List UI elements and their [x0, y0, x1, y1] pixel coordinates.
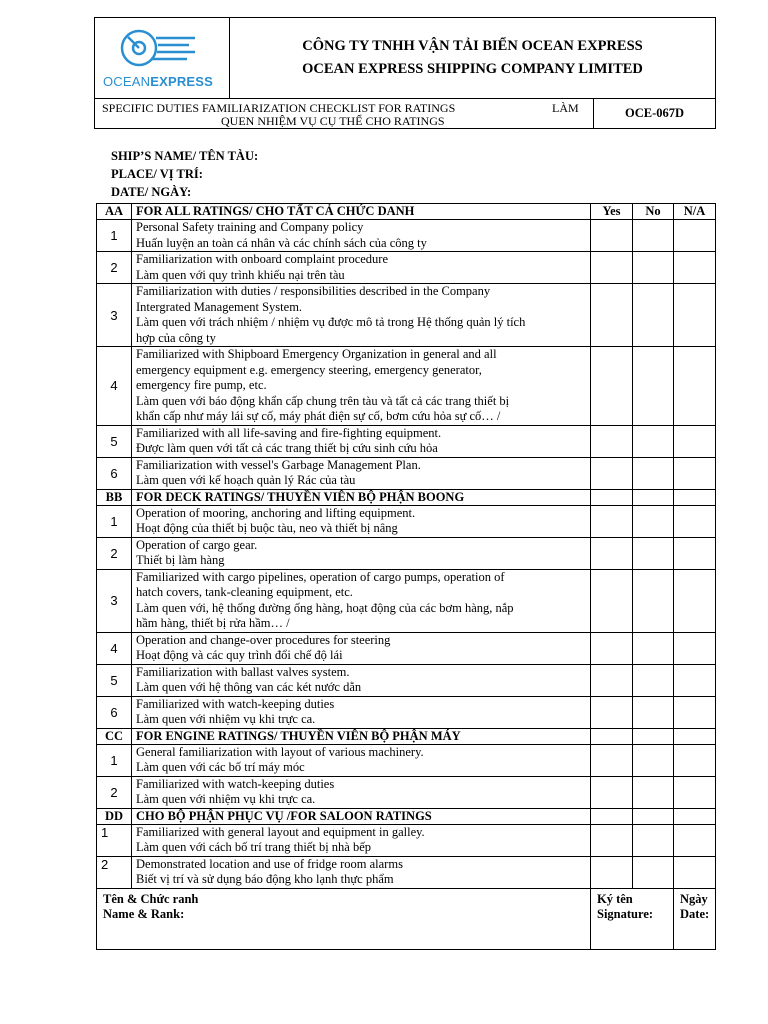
item-text-line: Familiarized with Shipboard Emergency Organization in general and all [136, 347, 497, 361]
check-cell-yes[interactable] [591, 776, 633, 808]
check-cell-yes[interactable] [591, 632, 633, 664]
section-title: FOR DECK RATINGS/ THUYỀN VIÊN BỘ PHẬN BOONG [132, 489, 591, 505]
item-text-line: Thiết bị làm hàng [136, 553, 225, 567]
date-label: DATE/ NGÀY: [111, 185, 192, 199]
section-blank-cell [674, 489, 716, 505]
check-cell-yes[interactable] [591, 252, 633, 284]
check-cell-na[interactable] [674, 220, 716, 252]
item-text-line: Làm quen với nhiệm vụ khi trực ca. [136, 712, 316, 726]
checklist-item-row [97, 220, 716, 252]
company-name-en: OCEAN EXPRESS SHIPPING COMPANY LIMITED [302, 61, 643, 77]
check-cell-no[interactable] [633, 856, 674, 888]
section-blank-cell [674, 808, 716, 824]
item-text-line: Familiarization with ballast valves system. [136, 664, 350, 679]
document-title-line1: SPECIFIC DUTIES FAMILIARIZATION CHECKLIST FOR RATINGS [102, 101, 456, 115]
section-header-row [97, 489, 716, 505]
check-cell-no[interactable] [633, 569, 674, 632]
check-cell-na[interactable] [674, 696, 716, 728]
name-rank-field[interactable] [97, 888, 591, 949]
item-text-line: Familiarization with duties / responsibilities described in the Company [136, 284, 491, 298]
check-cell-na[interactable] [674, 284, 716, 347]
item-text-line: Demonstrated location and use of fridge room alarms [136, 856, 403, 871]
item-text-line: Familiarized with all life-saving and fire-fighting equipment. [136, 425, 442, 440]
ship-name-label: SHIP’S NAME/ TÊN TÀU: [111, 149, 259, 163]
item-text-line: Familiarization with onboard complaint procedure [136, 252, 389, 266]
checklist-item-row [97, 457, 716, 489]
item-text-line: Operation of mooring, anchoring and lifting equipment. [136, 505, 416, 520]
item-description [132, 664, 591, 696]
check-cell-yes[interactable] [591, 744, 633, 776]
item-text-line: Huấn luyện an toàn cá nhân và các chính sách của công ty [136, 235, 427, 250]
company-logo [95, 18, 230, 98]
item-number: 2 [97, 776, 132, 808]
check-cell-na[interactable] [674, 457, 716, 489]
item-number: 1 [97, 824, 132, 856]
item-text-line: Familiarized with watch-keeping duties [136, 776, 335, 791]
check-cell-no[interactable] [633, 696, 674, 728]
item-text-line: Hoạt động và các quy trình đổi chế độ lái [136, 648, 343, 662]
item-number: 2 [97, 537, 132, 569]
item-text-line: Làm quen với hệ thông van các két nước dằn [136, 680, 362, 694]
check-cell-yes[interactable] [591, 220, 633, 252]
check-cell-na[interactable] [674, 856, 716, 888]
item-text-line: Được làm quen với tất cả các trang thiết bị cứu sinh cứu hỏa [136, 441, 438, 455]
item-text-line: Intergrated Management System. [136, 299, 303, 314]
check-cell-no[interactable] [633, 505, 674, 537]
signature-field-label-vi: Ký tên [597, 891, 633, 906]
check-cell-no[interactable] [633, 632, 674, 664]
checklist-item-row [97, 776, 716, 808]
check-cell-na[interactable] [674, 252, 716, 284]
checklist-item-row [97, 505, 716, 537]
checklist-item-row [97, 824, 716, 856]
item-description [132, 284, 591, 347]
check-cell-na[interactable] [674, 347, 716, 426]
check-cell-no[interactable] [633, 284, 674, 347]
check-cell-no[interactable] [633, 252, 674, 284]
item-text-line: Operation of cargo gear. [136, 537, 258, 552]
check-cell-no[interactable] [633, 744, 674, 776]
item-text-line: hatch covers, tank-cleaning equipment, etc. [136, 585, 353, 599]
section-header-row [97, 204, 716, 220]
check-cell-no[interactable] [633, 347, 674, 426]
item-description [132, 856, 591, 888]
signature-row [97, 888, 716, 949]
item-description [132, 744, 591, 776]
check-cell-no[interactable] [633, 824, 674, 856]
checklist-table [96, 203, 716, 950]
item-text-line: hợp của công ty [136, 330, 216, 345]
item-number: 1 [97, 744, 132, 776]
checklist-item-row [97, 856, 716, 888]
item-description [132, 220, 591, 252]
check-cell-yes[interactable] [591, 457, 633, 489]
section-blank-cell [591, 728, 633, 744]
item-description [132, 632, 591, 664]
check-cell-yes[interactable] [591, 856, 633, 888]
checklist-item-row [97, 569, 716, 632]
item-number: 3 [97, 284, 132, 347]
item-description [132, 347, 591, 426]
item-text-line: hầm hàng, thiết bị rửa hầm… / [136, 616, 290, 630]
check-cell-na[interactable] [674, 537, 716, 569]
item-text-line: Familiarization with vessel's Garbage Management Plan. [136, 457, 421, 472]
check-cell-na[interactable] [674, 824, 716, 856]
item-text-line: Làm quen với nhiệm vụ khi trực ca. [136, 792, 316, 806]
check-cell-na[interactable] [674, 664, 716, 696]
item-text-line: Làm quen với, hệ thống đường ống hàng, hoạt động của các bơm hàng, nắp [136, 600, 514, 615]
section-title: FOR ALL RATINGS/ CHO TẤT CẢ CHỨC DANH [132, 204, 591, 220]
item-text-line: emergency equipment e.g. emergency steering, emergency generator, [136, 362, 482, 377]
item-text-line: General familiarization with layout of various machinery. [136, 744, 424, 759]
item-number: 2 [97, 856, 132, 888]
check-cell-no[interactable] [633, 776, 674, 808]
document-code: OCE-067D [593, 98, 715, 129]
check-cell-na[interactable] [674, 569, 716, 632]
check-cell-yes[interactable] [591, 664, 633, 696]
item-description [132, 824, 591, 856]
check-cell-yes[interactable] [591, 425, 633, 457]
item-text-line: Biết vị trí và sử dụng báo động kho lạnh thực phẩm [136, 872, 394, 886]
checklist-item-row [97, 347, 716, 426]
name-rank-field-label-vi: Tên & Chức ranh [103, 891, 199, 906]
checklist-item-row [97, 696, 716, 728]
company-name-vi: CÔNG TY TNHH VẬN TẢI BIỂN OCEAN EXPRESS [302, 38, 643, 54]
item-text-line: Làm quen với quy trình khiếu nại trên tàu [136, 267, 345, 282]
item-description [132, 425, 591, 457]
item-text-line: Personal Safety training and Company policy [136, 220, 364, 234]
checklist-item-row [97, 744, 716, 776]
section-header-row [97, 728, 716, 744]
item-text-line: khẩn cấp như máy lái sự cố, máy phát điện sự cố, bơm cứu hỏa sự cố… / [136, 409, 501, 423]
item-text-line: Làm quen với cách bố trí trang thiết bị nhà bếp [136, 840, 372, 854]
item-text-line: Familiarized with watch-keeping duties [136, 696, 335, 711]
company-name [230, 18, 715, 98]
check-cell-na[interactable] [674, 632, 716, 664]
section-code: CC [97, 728, 132, 744]
check-cell-na[interactable] [674, 744, 716, 776]
item-number: 5 [97, 425, 132, 457]
check-cell-yes[interactable] [591, 824, 633, 856]
section-code: AA [97, 204, 132, 220]
check-cell-yes[interactable] [591, 284, 633, 347]
item-number: 6 [97, 457, 132, 489]
item-text-line: emergency fire pump, etc. [136, 378, 267, 392]
check-cell-no[interactable] [633, 537, 674, 569]
logo-wordmark: OCEANEXPRESS [103, 74, 214, 89]
section-blank-cell [633, 808, 674, 824]
document-header [94, 17, 716, 129]
item-description [132, 457, 591, 489]
date-field-label-en: Date: [680, 906, 710, 921]
item-description [132, 776, 591, 808]
item-number: 4 [97, 632, 132, 664]
signature-field-label-en: Signature: [597, 906, 654, 921]
section-blank-cell [591, 489, 633, 505]
item-text-line: Làm quen với kế hoạch quản lý Rác của tàu [136, 473, 356, 487]
date-field[interactable] [674, 888, 716, 949]
document-title-line1b: LÀM [552, 101, 579, 115]
item-description [132, 569, 591, 632]
item-text-line: Operation and change-over procedures for steering [136, 632, 391, 647]
item-number: 6 [97, 696, 132, 728]
item-number: 3 [97, 569, 132, 632]
check-cell-no[interactable] [633, 220, 674, 252]
check-cell-na[interactable] [674, 505, 716, 537]
section-code: BB [97, 489, 132, 505]
checklist-item-row [97, 252, 716, 284]
item-description [132, 505, 591, 537]
document-title-line2: QUEN NHIỆM VỤ CỤ THỂ CHO RATINGS [221, 114, 445, 128]
place-label: PLACE/ VỊ TRÍ: [111, 167, 203, 181]
section-blank-cell [633, 489, 674, 505]
check-cell-no[interactable] [633, 664, 674, 696]
item-text-line: Familiarized with general layout and equipment in galley. [136, 824, 425, 839]
item-description [132, 696, 591, 728]
check-cell-yes[interactable] [591, 505, 633, 537]
document-title [95, 98, 593, 129]
date-field-label-vi: Ngày [680, 891, 708, 906]
section-code: DD [97, 808, 132, 824]
check-cell-na[interactable] [674, 425, 716, 457]
section-blank-cell [591, 808, 633, 824]
check-cell-yes[interactable] [591, 569, 633, 632]
column-header-no: No [633, 204, 674, 220]
item-text-line: Làm quen với các bố trí máy móc [136, 760, 305, 774]
check-cell-no[interactable] [633, 425, 674, 457]
item-number: 1 [97, 220, 132, 252]
item-text-line: Làm quen với trách nhiệm / nhiệm vụ được mô tả trong Hệ thống quản lý tích [136, 315, 526, 329]
section-title: FOR ENGINE RATINGS/ THUYỀN VIÊN BỘ PHẬN MÁY [132, 728, 591, 744]
item-description [132, 252, 591, 284]
checklist-item-row [97, 664, 716, 696]
signature-field[interactable] [591, 888, 674, 949]
item-number: 1 [97, 505, 132, 537]
check-cell-na[interactable] [674, 776, 716, 808]
column-header-yes: Yes [591, 204, 633, 220]
section-blank-cell [633, 728, 674, 744]
checklist-item-row [97, 284, 716, 347]
check-cell-no[interactable] [633, 457, 674, 489]
section-blank-cell [674, 728, 716, 744]
column-header-na: N/A [674, 204, 716, 220]
item-number: 5 [97, 664, 132, 696]
check-cell-yes[interactable] [591, 537, 633, 569]
item-number: 4 [97, 347, 132, 426]
checklist-item-row [97, 425, 716, 457]
section-header-row [97, 808, 716, 824]
section-title: CHO BỘ PHẬN PHỤC VỤ /FOR SALOON RATINGS [132, 808, 591, 824]
item-description [132, 537, 591, 569]
check-cell-yes[interactable] [591, 347, 633, 426]
item-text-line: Familiarized with cargo pipelines, operation of cargo pumps, operation of [136, 569, 505, 584]
checklist-item-row [97, 632, 716, 664]
item-number: 2 [97, 252, 132, 284]
item-text-line: Hoạt động của thiết bị buộc tàu, neo và thiết bị nâng [136, 521, 398, 535]
checklist-item-row [97, 537, 716, 569]
check-cell-yes[interactable] [591, 696, 633, 728]
item-text-line: Làm quen với báo động khẩn cấp chung trên tàu và tất cả các trang thiết bị [136, 393, 510, 408]
name-rank-field-label-en: Name & Rank: [103, 906, 185, 921]
